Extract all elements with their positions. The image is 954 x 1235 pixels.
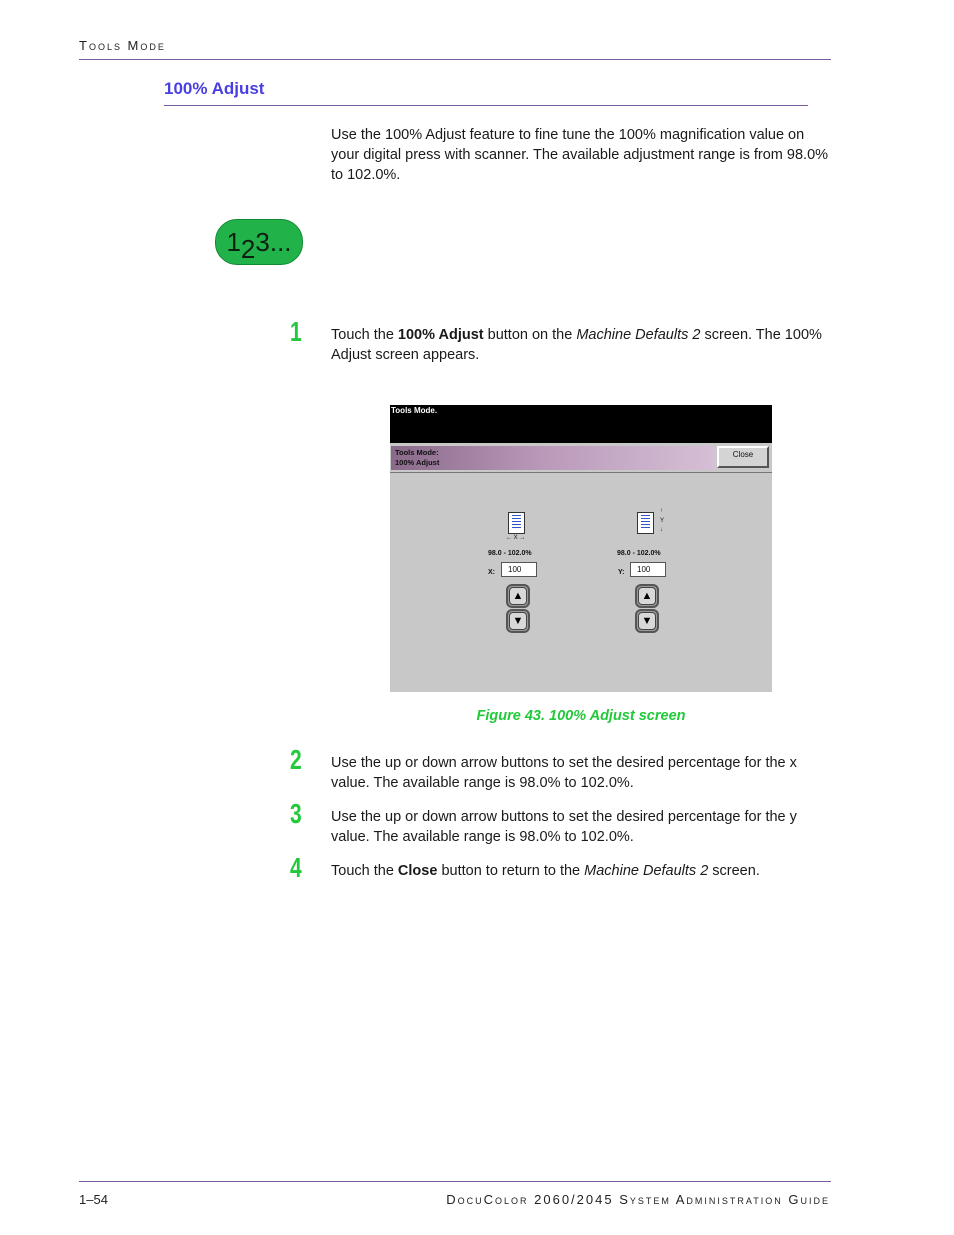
step-text-part: screen. The 100% Adjust screen appears.	[331, 327, 822, 363]
document-width-icon	[508, 512, 525, 534]
step-text-part: screen.	[708, 863, 760, 879]
step-text-bold: 100% Adjust	[397, 327, 484, 343]
y-down-button[interactable]	[635, 609, 659, 633]
x-up-button[interactable]	[506, 584, 530, 608]
screen-band-title	[395, 448, 439, 468]
section-rule	[164, 105, 808, 106]
up-arrow-icon: ▲	[638, 587, 656, 605]
figure-screenshot	[390, 405, 772, 692]
page-number: 1–54	[79, 1192, 108, 1207]
up-arrow-icon: ▲	[509, 587, 527, 605]
band-line-two: 100% Adjust	[395, 458, 440, 467]
document-height-icon	[637, 512, 654, 534]
down-arrow-icon: ▼	[638, 612, 656, 630]
footer-title: DocuColor 2060/2045 System Administration Guide	[446, 1192, 830, 1207]
badge-digit-one: 1	[226, 226, 241, 257]
y-range-label: 98.0 - 102.0%	[617, 550, 661, 557]
y-axis-down: ↓	[660, 527, 663, 533]
down-arrow-icon: ▼	[509, 612, 527, 630]
step-text-part: button on the	[483, 327, 577, 343]
y-axis-label: Y	[660, 518, 665, 524]
section-title: 100% Adjust	[164, 79, 265, 98]
footer-rule	[79, 1181, 831, 1182]
header-rule	[79, 59, 831, 60]
badge-digit-rest: 3...	[255, 226, 292, 257]
x-value-field[interactable]: 100	[501, 562, 537, 577]
step-text: Use the up or down arrow buttons to set the desired percentage for the y value. The available range is 98.0% to 102.0%.	[331, 809, 797, 845]
running-head: Tools Mode	[79, 38, 166, 53]
step-text-italic: Machine Defaults 2	[584, 863, 709, 879]
screen-top-title: Tools Mode.	[391, 406, 438, 415]
step-number: 4	[290, 852, 302, 883]
screen-divider	[390, 472, 772, 473]
step-text-part: button to return to the	[437, 863, 585, 879]
step-text-part: Touch the	[331, 863, 398, 879]
step-number: 3	[290, 798, 302, 829]
band-line-one: Tools Mode:	[395, 448, 439, 457]
screen-header-band	[391, 446, 716, 470]
y-axis-up: ↑	[660, 508, 663, 514]
close-button[interactable]: Close	[717, 446, 769, 468]
figure-caption: Figure 43. 100% Adjust screen	[476, 708, 686, 724]
badge-digit-two: 2	[240, 233, 256, 264]
step-text: Use the up or down arrow buttons to set the desired percentage for the x value. The available range is 98.0% to 102.0%.	[331, 755, 797, 791]
y-up-button[interactable]	[635, 584, 659, 608]
x-down-button[interactable]	[506, 609, 530, 633]
intro-paragraph: Use the 100% Adjust feature to fine tune the 100% magnification value on your digital press with scanner. The available adjustment range is from 98.0% to 102.0%.	[331, 127, 829, 183]
numbered-steps-badge-icon	[215, 219, 303, 265]
step-number: 2	[290, 744, 302, 775]
x-range-label: 98.0 - 102.0%	[488, 550, 532, 557]
y-field-label: Y:	[618, 569, 625, 576]
y-value-field[interactable]: 100	[630, 562, 666, 577]
step-text-part: Touch the	[331, 327, 398, 343]
x-field-label: X:	[488, 569, 495, 576]
screen-title-bar	[390, 405, 772, 443]
step-number: 1	[290, 316, 302, 347]
step-text	[331, 861, 831, 881]
step-text-italic: Machine Defaults 2	[576, 327, 701, 343]
step-text	[331, 325, 831, 365]
step-text-bold: Close	[397, 863, 438, 879]
x-axis-label: ← X →	[506, 535, 526, 541]
